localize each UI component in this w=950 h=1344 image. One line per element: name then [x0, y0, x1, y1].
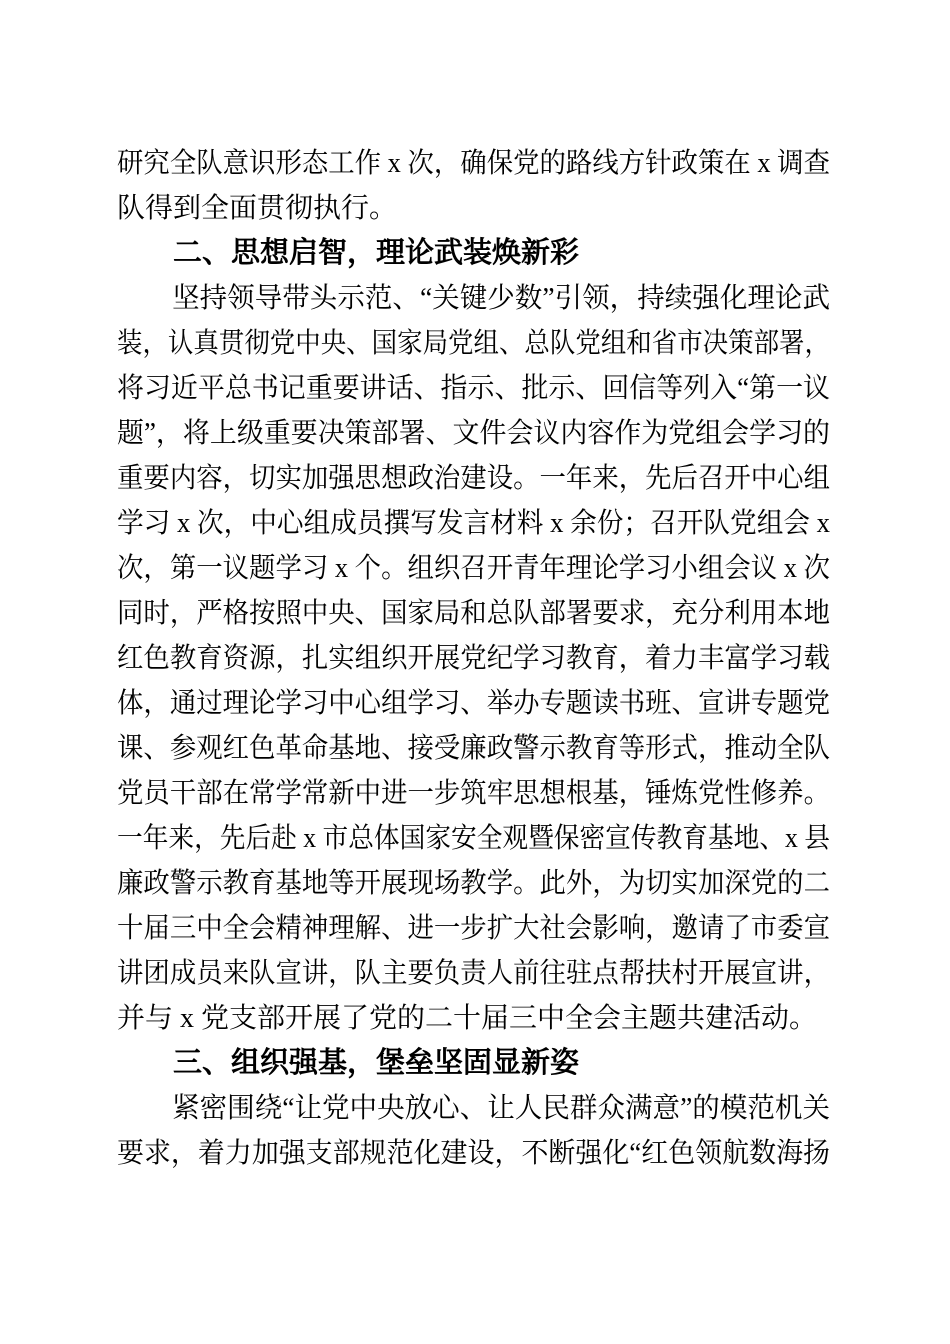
text-line — [117, 771, 830, 816]
line-text: 装，认真贯彻党中央、国家局党组、总队党组和省市决策部署， — [117, 328, 830, 359]
line-text: 十届三中全会精神理解、进一步扩大社会影响，邀请了市委宣 — [117, 913, 830, 944]
line-text: 将习近平总书记重要讲话、指示、批示、回信等列入“第一议 — [117, 373, 830, 404]
text-line — [117, 591, 830, 636]
line-text: 研究全队意识形态工作 x 次，确保党的路线方针政策在 x 调查 — [117, 148, 830, 179]
text-line — [117, 1086, 830, 1131]
text-line — [117, 951, 830, 996]
text-line — [117, 321, 830, 366]
line-text: 次，第一议题学习 x 个。组织召开青年理论学习小组会议 x 次 — [117, 553, 830, 584]
section-heading — [117, 231, 830, 276]
line-text: 一年来，先后赴 x 市总体国家安全观暨保密宣传教育基地、x 县 — [117, 823, 830, 854]
text-line — [117, 186, 830, 231]
line-text: 二、思想启智，理论武装焕新彩 — [173, 237, 580, 269]
text-line — [117, 546, 830, 591]
text-line — [117, 681, 830, 726]
line-text: 讲团成员来队宣讲，队主要负责人前往驻点帮扶村开展宣讲， — [117, 958, 830, 989]
text-line — [117, 1131, 830, 1176]
text-line — [117, 861, 830, 906]
text-line — [117, 996, 830, 1041]
line-text: 要求，着力加强支部规范化建设，不断强化“红色领航数海扬 — [117, 1138, 830, 1169]
line-text: 学习 x 次，中心组成员撰写发言材料 x 余份；召开队党组会 x — [117, 508, 830, 539]
text-line — [117, 141, 830, 186]
text-line — [117, 906, 830, 951]
line-text: 课、参观红色革命基地、接受廉政警示教育等形式，推动全队 — [117, 733, 830, 764]
line-text: 题”，将上级重要决策部署、文件会议内容作为党组会学习的 — [117, 418, 830, 449]
text-line — [117, 366, 830, 411]
text-line — [117, 276, 830, 321]
line-text: 体，通过理论学习中心组学习、举办专题读书班、宣讲专题党 — [117, 688, 830, 719]
line-text: 队得到全面贯彻执行。 — [117, 193, 398, 224]
line-text: 并与 x 党支部开展了党的二十届三中全会主题共建活动。 — [117, 1003, 818, 1034]
text-line — [117, 411, 830, 456]
line-text: 党员干部在常学常新中进一步筑牢思想根基，锤炼党性修养。 — [117, 778, 830, 809]
line-text: 红色教育资源，扎实组织开展党纪学习教育，着力丰富学习载 — [117, 643, 830, 674]
line-text: 三、组织强基，堡垒坚固显新姿 — [173, 1047, 580, 1079]
line-text: 廉政警示教育基地等开展现场教学。此外，为切实加深党的二 — [117, 868, 830, 899]
section-heading — [117, 1041, 830, 1086]
line-text: 紧密围绕“让党中央放心、让人民群众满意”的模范机关 — [172, 1093, 830, 1124]
text-line — [117, 501, 830, 546]
text-line — [117, 726, 830, 771]
line-text: 坚持领导带头示范、“关键少数”引领，持续强化理论武 — [172, 283, 830, 314]
text-line — [117, 816, 830, 861]
document-content — [117, 141, 830, 1176]
text-line — [117, 456, 830, 501]
line-text: 同时，严格按照中央、国家局和总队部署要求，充分利用本地 — [117, 598, 830, 629]
line-text: 重要内容，切实加强思想政治建设。一年来，先后召开中心组 — [117, 463, 830, 494]
text-line — [117, 636, 830, 681]
